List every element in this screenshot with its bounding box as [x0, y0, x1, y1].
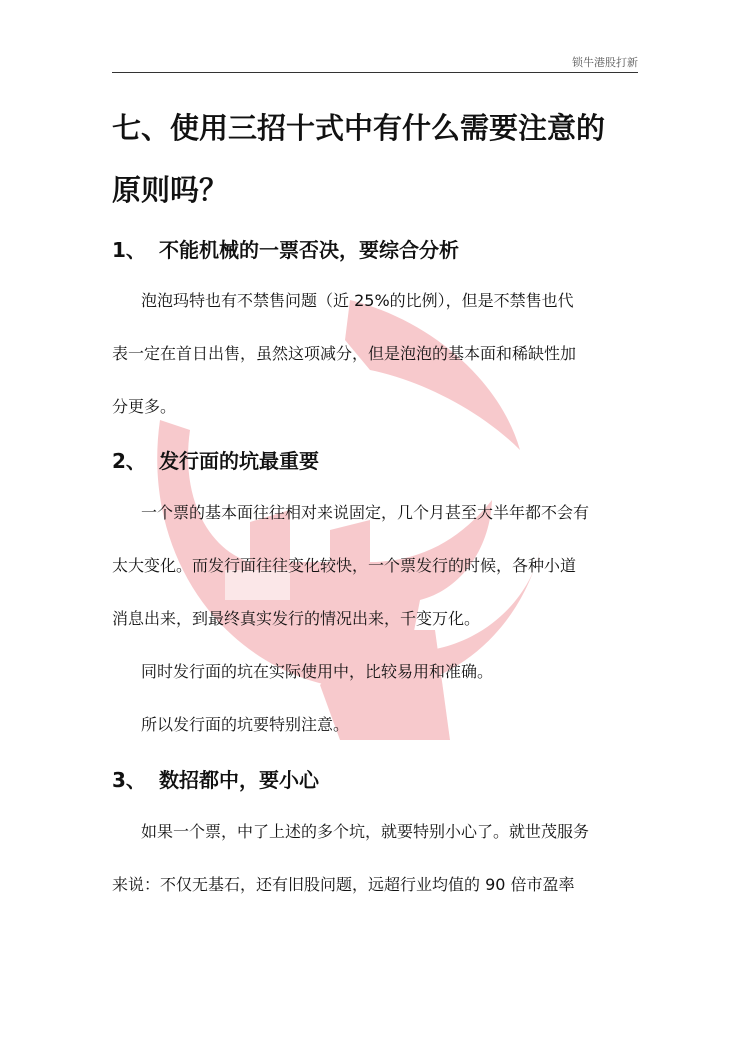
- section-title: 不能机械的一票否决，要综合分析: [159, 238, 459, 262]
- section-3-heading: [112, 768, 642, 792]
- paragraph-line: 太大变化。而发行面往往变化较快，一个票发行的时候，各种小道: [112, 556, 577, 575]
- section-1-heading: [112, 238, 642, 262]
- section-2-heading: [112, 449, 642, 473]
- paragraph-line: 来说：不仅无基石，还有旧股问题，远超行业均值的 90 倍市盈率: [112, 875, 575, 894]
- paragraph-line: 一个票的基本面往往相对来说固定，几个月甚至大半年都不会有: [141, 503, 590, 522]
- page-title-line-1: 七、使用三招十式中有什么需要注意的: [112, 111, 606, 145]
- header-divider: [112, 72, 638, 73]
- section-number: 3、: [112, 768, 146, 792]
- paragraph-line: 同时发行面的坑在实际使用中，比较易用和准确。: [141, 662, 494, 681]
- section-number: 1、: [112, 238, 146, 262]
- section-title: 数招都中，要小心: [159, 768, 319, 792]
- page-title-line-2: 原则吗？: [112, 173, 229, 207]
- paragraph-line: 如果一个票，中了上述的多个坑，就要特别小心了。就世茂服务: [141, 822, 590, 841]
- paragraph-line: 所以发行面的坑要特别注意。: [141, 715, 350, 734]
- header-label: 锁牛港股打新: [572, 56, 638, 69]
- paragraph-line: 分更多。: [112, 397, 177, 416]
- paragraph-line: 消息出来，到最终真实发行的情况出来，千变万化。: [112, 609, 481, 628]
- paragraph-line: 表一定在首日出售，虽然这项减分，但是泡泡的基本面和稀缺性加: [112, 344, 577, 363]
- paragraph-line: 泡泡玛特也有不禁售问题（近 25%的比例），但是不禁售也代: [141, 291, 574, 310]
- section-number: 2、: [112, 449, 146, 473]
- sickle-logo-icon: [120, 300, 560, 760]
- section-title: 发行面的坑最重要: [159, 449, 319, 473]
